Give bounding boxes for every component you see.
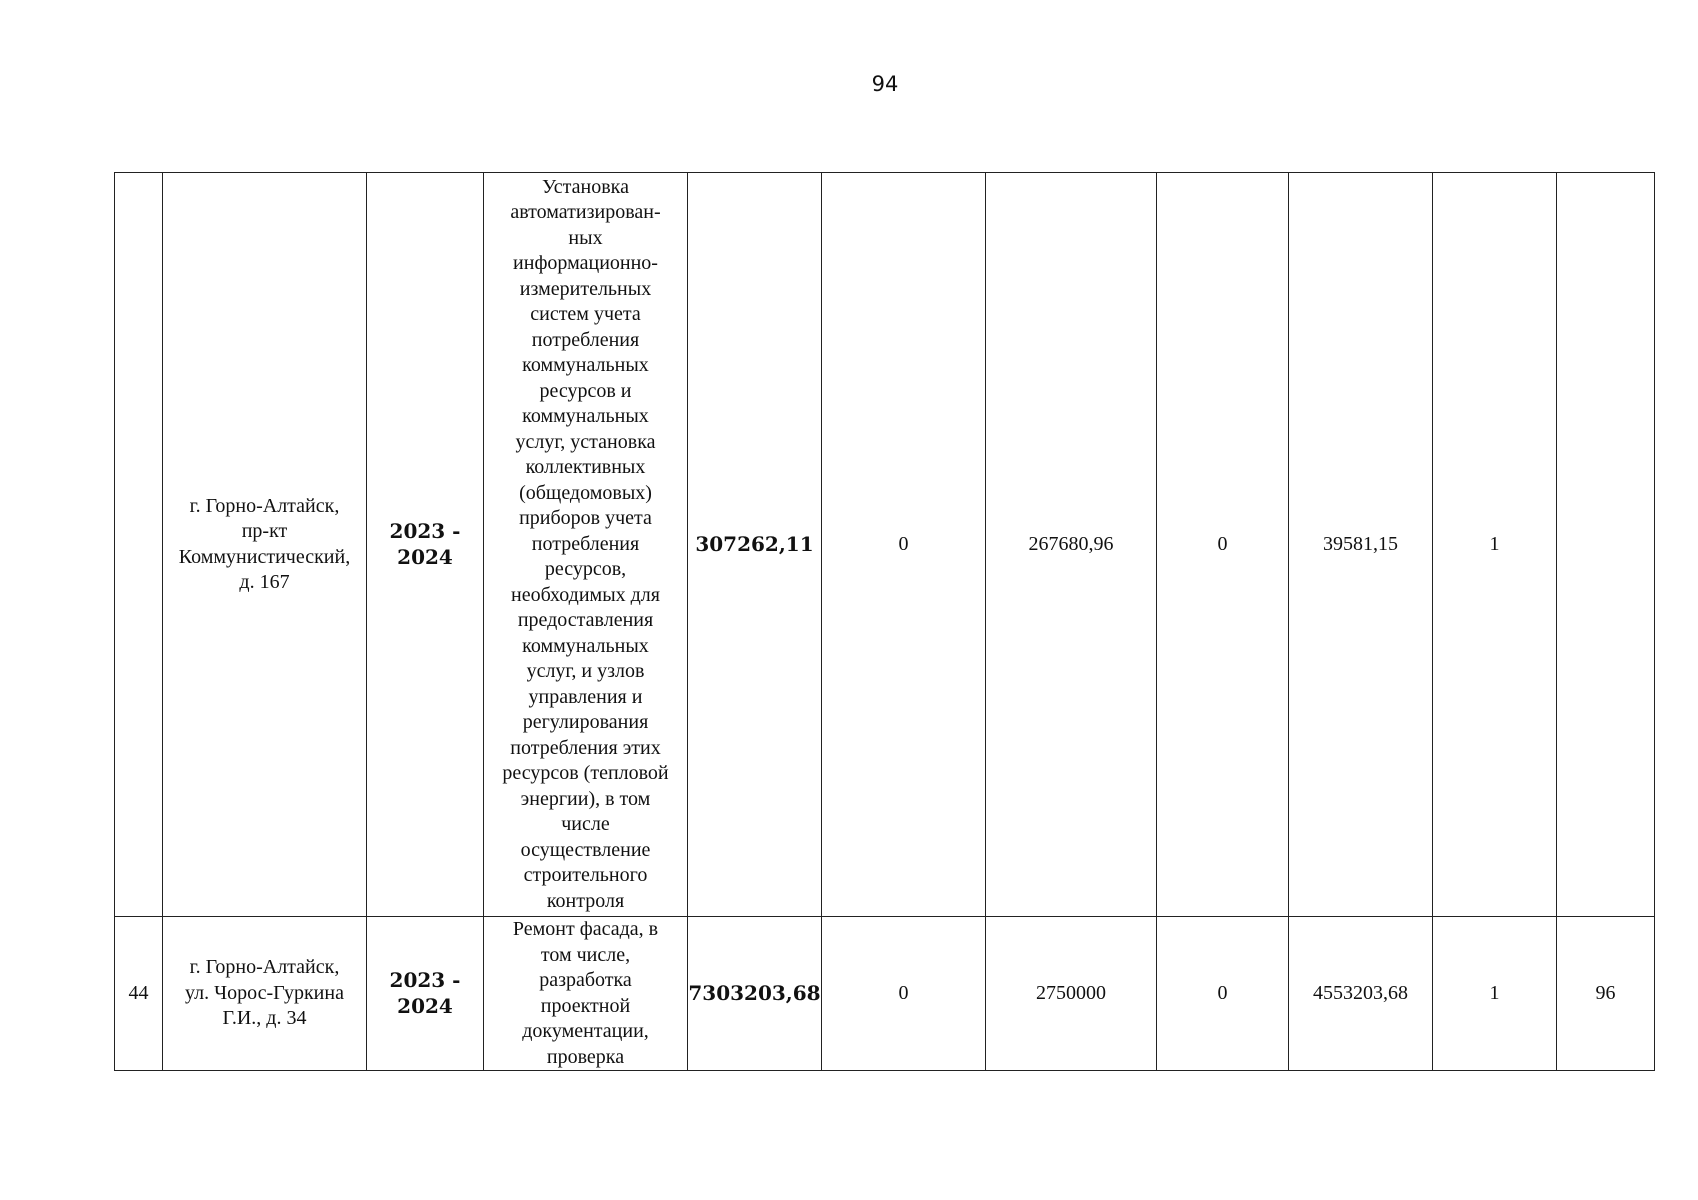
description-line: строительного	[523, 864, 648, 887]
description-line: управления и	[528, 685, 643, 708]
description-line: коллективных	[525, 456, 646, 479]
description-line: коммунальных	[522, 354, 649, 377]
description-line: услуг, установка	[515, 430, 656, 453]
years-line: 2023 -	[389, 968, 461, 992]
page-number: 94	[871, 72, 899, 96]
description-line: документации,	[522, 1020, 649, 1042]
total-cost-cell: 307262,11	[688, 173, 822, 917]
description-line: приборов учета	[519, 507, 652, 530]
address-line: г. Горно-Алтайск,	[189, 956, 340, 979]
description-line: регулирования	[522, 711, 649, 734]
last-column-cell: 96	[1557, 917, 1655, 1071]
address-line: пр-кт	[241, 520, 288, 542]
description-line: контроля	[546, 889, 625, 912]
amount-cell: 39581,15	[1289, 173, 1433, 917]
count-cell: 1	[1433, 917, 1557, 1071]
description-line: проверка	[546, 1045, 625, 1068]
description-line: потребления	[531, 328, 640, 351]
description-line: (общедомовых)	[519, 481, 652, 504]
description-line: Ремонт фасада, в	[512, 918, 659, 940]
last-column-cell	[1557, 173, 1655, 917]
description-line: коммунальных	[522, 634, 649, 657]
amount-cell: 267680,96	[986, 173, 1157, 917]
address-line: Коммунистический,	[178, 545, 351, 568]
years-line: 2024	[397, 993, 453, 1018]
amount-cell: 0	[1157, 917, 1289, 1071]
description-line: проектной	[540, 994, 631, 1017]
repair-program-table	[114, 172, 1655, 1071]
address-line: г. Горно-Алтайск,	[189, 494, 340, 517]
amount-cell: 0	[822, 917, 986, 1071]
description-line: услуг, и узлов	[526, 660, 645, 683]
amount-cell: 4553203,68	[1289, 917, 1433, 1071]
row-number-cell	[115, 173, 163, 917]
address-cell	[163, 917, 367, 1071]
amount-cell: 2750000	[986, 917, 1157, 1071]
description-line: потребления	[531, 532, 640, 555]
description-line: необходимых для	[511, 583, 660, 606]
description-line: ресурсов (тепловой	[502, 762, 669, 785]
address-line: Г.И., д. 34	[222, 1007, 307, 1030]
description-line: числе	[561, 813, 610, 836]
description-line: энергии), в том	[520, 787, 651, 810]
description-line: потребления этих	[510, 736, 661, 759]
work-description-cell	[484, 173, 688, 917]
table-row	[115, 917, 1655, 1071]
years-cell	[367, 173, 484, 917]
description-line: Установка	[542, 175, 629, 198]
count-cell: 1	[1433, 173, 1557, 917]
description-line: предоставления	[517, 609, 654, 632]
description-line: измерительных	[519, 277, 652, 300]
work-description-cell	[484, 917, 688, 1071]
description-line: том числе,	[540, 943, 631, 966]
description-line: информационно-	[513, 252, 658, 275]
row-number-cell: 44	[115, 917, 163, 1071]
address-line: д. 167	[239, 571, 290, 593]
description-line: коммунальных	[522, 405, 649, 428]
amount-cell: 0	[1157, 173, 1289, 917]
years-line: 2024	[397, 544, 453, 569]
description-line: автоматизирован-	[510, 201, 661, 224]
description-line: ресурсов,	[544, 558, 627, 581]
description-line: осуществление	[520, 838, 651, 861]
amount-cell: 0	[822, 173, 986, 917]
address-line: ул. Чорос-Гуркина	[185, 981, 344, 1004]
address-cell	[163, 173, 367, 917]
description-line: ресурсов и	[539, 379, 632, 402]
description-line: ных	[568, 226, 603, 249]
total-cost-cell: 7303203,68	[688, 917, 822, 1071]
description-line: разработка	[539, 969, 632, 991]
description-line: систем учета	[530, 303, 641, 326]
years-cell	[367, 917, 484, 1071]
years-line: 2023 -	[389, 519, 461, 543]
table-row	[115, 173, 1655, 917]
